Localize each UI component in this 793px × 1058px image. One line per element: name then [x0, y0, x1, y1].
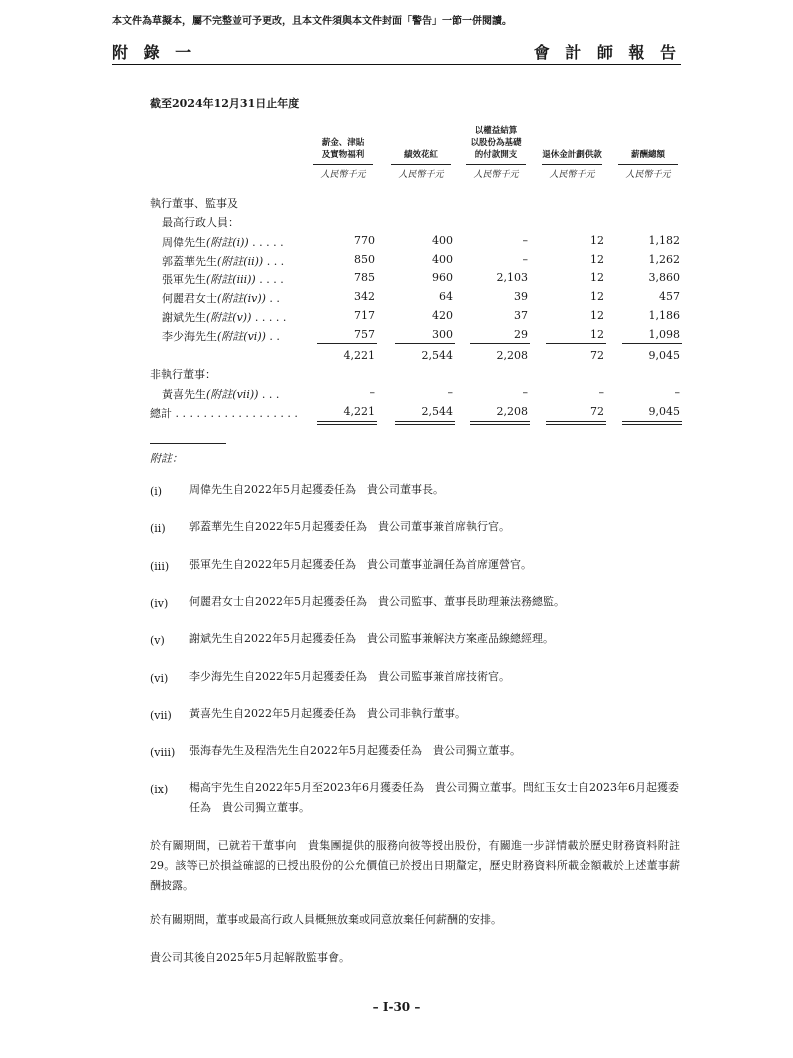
note-ref: (附註(v)) [206, 310, 252, 324]
sum-rule [470, 343, 530, 344]
note-ref: (附註(iv)) [217, 292, 266, 306]
note-number: (ii) [150, 522, 166, 535]
cell-value: 12 [590, 308, 604, 322]
director-name: 黃喜先生 [162, 388, 206, 401]
subtotal-value: 9,045 [648, 349, 680, 362]
column-header-line [537, 137, 607, 149]
note-ref: (附註(iii)) [206, 273, 256, 287]
section-title: 執行董事、監事及 [150, 197, 238, 210]
subtotal-value: 2,208 [496, 349, 528, 362]
subtotal-value: 72 [590, 349, 604, 362]
leader-dots: . . . [258, 388, 280, 401]
sum-rule [395, 343, 455, 344]
row-label [162, 309, 286, 325]
column-header-line: 及實物福利 [321, 150, 365, 160]
cell-value: 12 [590, 252, 604, 266]
sum-rule [317, 424, 377, 425]
note-ref: (附註(i)) [206, 236, 249, 249]
header-underline [542, 164, 602, 165]
sum-rule [470, 421, 530, 422]
header-underline [618, 164, 678, 165]
notes-title: 附註： [150, 452, 183, 465]
total-value: 2,208 [496, 405, 528, 418]
cell-value: 420 [432, 308, 453, 322]
unit-label: 人民幣千元 [549, 170, 595, 180]
note-number: (ix) [150, 783, 169, 796]
row-label [162, 253, 284, 269]
column-header-line [386, 125, 456, 137]
total-value: 4,221 [343, 405, 375, 418]
cell-value: 1,098 [648, 327, 680, 341]
notes-divider [150, 443, 226, 444]
cell-value: – [522, 386, 528, 399]
row-label [162, 271, 284, 287]
note-ref: (附註(ii)) [217, 254, 264, 268]
cell-value: 39 [514, 290, 528, 304]
cell-value: 1,186 [648, 308, 680, 322]
director-name: 李少海先生 [162, 329, 217, 343]
section-title: 非執行董事： [150, 368, 216, 381]
sum-rule [622, 343, 682, 344]
note-number: (v) [150, 634, 165, 647]
section-title: 最高行政人員： [162, 216, 239, 229]
column-header-line [613, 125, 683, 137]
column-header-line [386, 137, 456, 149]
cell-value: – [522, 252, 528, 266]
note-number: (iii) [150, 560, 170, 573]
total-value: 2,544 [421, 405, 453, 418]
total-value: 72 [590, 405, 604, 418]
column-header [386, 125, 456, 161]
director-name: 郭蓋華先生 [162, 254, 217, 268]
note-text: 張軍先生自2022年5月起獲委任為 貴公司董事並調任為首席運營官。 [189, 558, 532, 571]
leader-dots: . . [265, 329, 280, 343]
sum-rule [622, 424, 682, 425]
note-text: 李少海先生自2022年5月起獲委任為 貴公司監事兼首席技術官。 [189, 670, 510, 683]
total-label: 總計 [150, 407, 172, 420]
draft-notice: 本文件為草擬本，屬不完整並可予更改，且本文件須與本文件封面「警告」一節一併閱讀。 [112, 16, 512, 27]
header-underline [313, 164, 373, 165]
unit-label: 人民幣千元 [398, 170, 444, 180]
cell-value: 1,182 [648, 234, 680, 247]
director-name: 何麗君女士 [162, 292, 217, 306]
sum-rule [622, 421, 682, 422]
header-underline [466, 164, 526, 165]
subtotal-value: 4,221 [343, 349, 375, 362]
column-header-line [537, 125, 607, 137]
director-name: 謝斌先生 [162, 310, 206, 324]
cell-value: – [447, 386, 453, 399]
row-label [162, 234, 284, 250]
note-text: 何麗君女士自2022年5月起獲委任為 貴公司監事、董事長助理兼法務總監。 [189, 595, 565, 608]
sum-rule [317, 421, 377, 422]
row-label [162, 328, 280, 344]
column-header-line: 的付款開支 [474, 150, 518, 160]
cell-value: 785 [354, 271, 375, 285]
note-number: (i) [150, 485, 163, 498]
note-text: 謝斌先生自2022年5月起獲委任為 貴公司監事兼解決方案產品線總經理。 [189, 632, 554, 645]
column-header [461, 125, 531, 161]
cell-value: 12 [590, 234, 604, 247]
cell-value: – [674, 386, 680, 399]
cell-value: – [598, 386, 604, 399]
cell-value: 64 [439, 290, 453, 304]
column-header-line: 退休金計劃供款 [542, 150, 602, 160]
body-paragraph: 於有關期間，董事或最高行政人員概無放棄或同意放棄任何薪酬的安排。 [150, 913, 502, 926]
column-header-line [308, 125, 378, 137]
note-text: 黃喜先生自2022年5月起獲委任為 貴公司非執行董事。 [189, 707, 466, 720]
sum-rule [546, 424, 606, 425]
note-number: (vi) [150, 672, 169, 685]
page-number: – I-30 – [372, 1000, 421, 1014]
sum-rule [546, 421, 606, 422]
cell-value: 12 [590, 290, 604, 304]
sum-rule [546, 343, 606, 344]
subtotal-value: 2,544 [421, 349, 453, 362]
director-name: 張軍先生 [162, 273, 206, 287]
column-header-line: 以權益結算 [474, 126, 518, 136]
unit-label: 人民幣千元 [320, 170, 366, 180]
cell-value: 400 [432, 234, 453, 247]
column-header [308, 125, 378, 161]
note-text: 楊高宇先生自2022年5月至2023年6月獲委任為 貴公司獨立董事。閆紅玉女士自2023年6月起獲委任為 貴公司獨立董事。 [189, 781, 679, 814]
note-number: (vii) [150, 709, 172, 722]
cell-value: 770 [354, 234, 375, 247]
sum-rule [395, 421, 455, 422]
column-header-line [613, 137, 683, 149]
cell-value: 3,860 [648, 271, 680, 285]
column-header-line: 薪金、津貼 [321, 138, 365, 148]
column-header-line: 績效花紅 [403, 150, 438, 160]
sum-rule [470, 424, 530, 425]
header-underline [391, 164, 451, 165]
cell-value: 850 [354, 252, 375, 266]
column-header-line: 薪酬總額 [630, 150, 665, 160]
appendix-heading: 附 錄 一 [112, 43, 197, 62]
sum-rule [317, 343, 377, 344]
leader-dots: . . [265, 292, 280, 306]
period-title: 截至2024年12月31日止年度 [150, 97, 300, 110]
cell-value: 400 [432, 252, 453, 266]
leader-dots: . . . [263, 254, 285, 268]
column-header [613, 125, 683, 161]
row-label [150, 405, 298, 421]
cell-value: 12 [590, 271, 604, 285]
unit-label: 人民幣千元 [473, 170, 519, 180]
body-paragraph: 貴公司其後自2025年5月起解散監事會。 [150, 951, 350, 964]
cell-value: 757 [354, 327, 375, 341]
body-paragraph: 於有關期間，已就若干董事向 貴集團提供的服務向彼等授出股份，有關進一步詳情載於歷史財務資料附註29。該等已於損益確認的已授出股份的公允價值已於授出日期釐定，歷史財務資料所載金額載於上述董事薪酬披露。 [150, 839, 680, 892]
note-ref: (附註(vii)) [206, 388, 259, 401]
leader-dots: . . . . [255, 273, 284, 287]
header-rule [112, 64, 681, 65]
note-ref: (附註(vi)) [217, 329, 266, 343]
leader-dots: . . . . . [251, 310, 287, 324]
cell-value: 457 [659, 290, 680, 304]
note-text: 周偉先生自2022年5月起獲委任為 貴公司董事長。 [189, 483, 444, 496]
cell-value: 2,103 [496, 271, 528, 285]
report-heading: 會 計 師 報 告 [533, 43, 681, 62]
cell-value: – [522, 234, 528, 247]
cell-value: 1,262 [648, 252, 680, 266]
cell-value: 37 [514, 308, 528, 322]
note-text: 郭蓋華先生自2022年5月起獲委任為 貴公司董事兼首席執行官。 [189, 520, 510, 533]
column-header-line: 以股份為基礎 [470, 138, 522, 148]
cell-value: 12 [590, 327, 604, 341]
cell-value: – [369, 386, 375, 399]
cell-value: 960 [432, 271, 453, 285]
row-label [162, 290, 280, 306]
cell-value: 300 [432, 327, 453, 341]
total-value: 9,045 [648, 405, 680, 418]
note-number: (viii) [150, 746, 176, 759]
column-header [537, 125, 607, 161]
leader-dots: . . . . . [248, 236, 284, 249]
cell-value: 342 [354, 290, 375, 304]
leader-dots: . . . . . . . . . . . . . . . . . . [172, 407, 298, 420]
note-text: 張海春先生及程浩先生自2022年5月起獲委任為 貴公司獨立董事。 [189, 744, 521, 757]
unit-label: 人民幣千元 [625, 170, 671, 180]
note-number: (iv) [150, 597, 169, 610]
cell-value: 29 [514, 327, 528, 341]
row-label [162, 386, 279, 402]
cell-value: 717 [354, 308, 375, 322]
director-name: 周偉先生 [162, 236, 206, 249]
sum-rule [395, 424, 455, 425]
